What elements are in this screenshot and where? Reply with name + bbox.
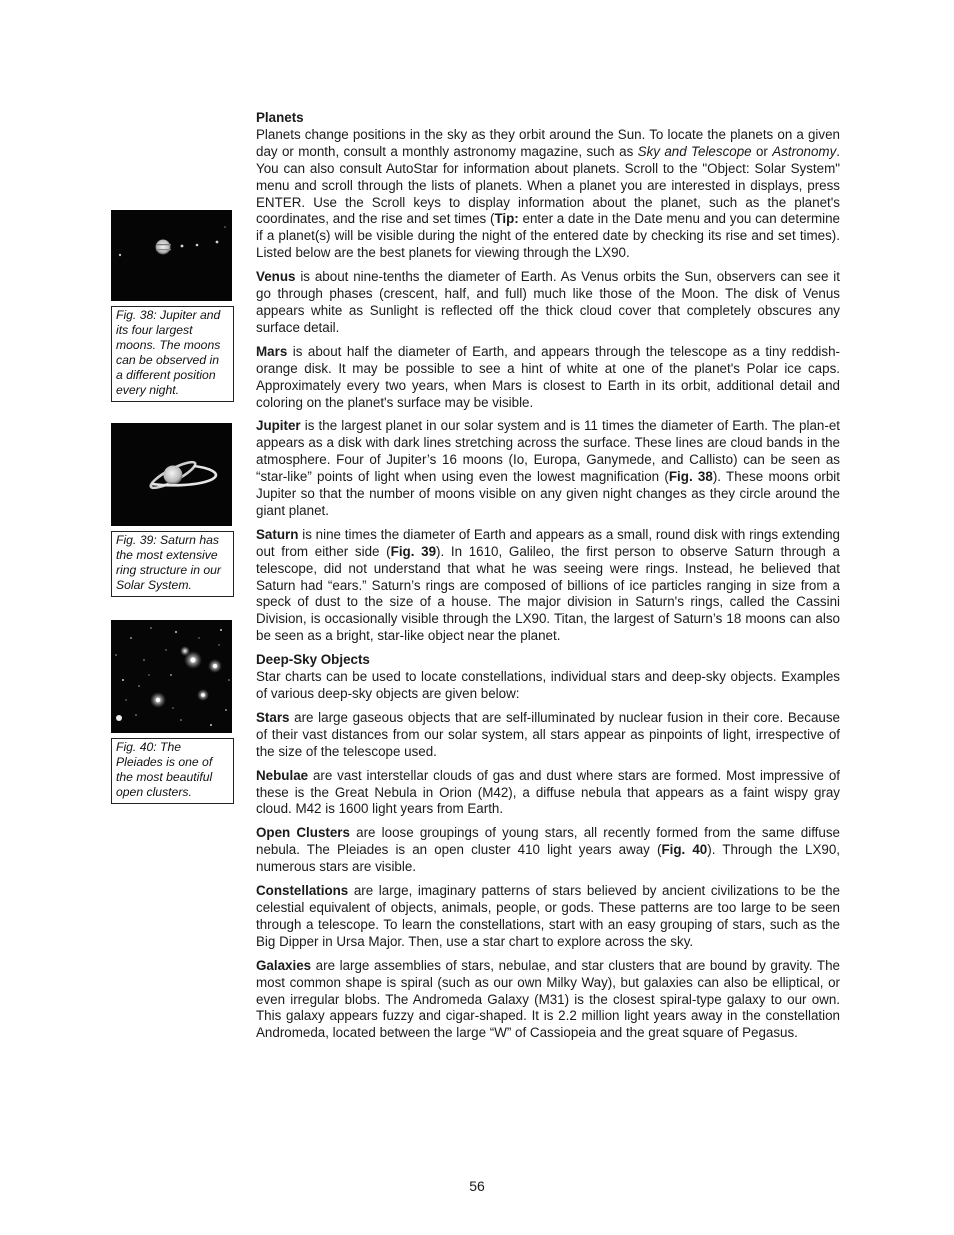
planets-paragraph: Planets change positions in the sky as they orbit around the Sun. To locate the planets on a given day or month, consult a monthly astronomy magazine, such as Sky and Telescope or Astronomy. You can also consult AutoStar for information about planets. Scroll to the "Object: Solar System" menu and scroll through the lists of planets. When a planet you are interested in displays, press ENTER. Use the Scroll keys to display information about the planet, such as the planet's coordinates, and the rise and set times (Tip: enter a date in the Date menu and you can determine if a planet(s) will be visible during the night of the entered date by checking its rise and set times). Listed below are the best planets for viewing through the LX90. (256, 126, 840, 261)
fig38-caption: Fig. 38: Jupiter and its four largest moons. The moons can be observed in a different position every night. (111, 306, 234, 402)
main-text-column (256, 110, 840, 1049)
fig38-jupiter-image (111, 210, 232, 301)
nebulae-paragraph: Nebulae are vast interstellar clouds of gas and dust where stars are formed. Most impressive of these is the Great Nebula in Orion (M42), a diffuse nebula that appears as a faint wispy gray cloud. M42 is 1600 light years from Earth. (256, 767, 840, 817)
clusters-paragraph: Open Clusters are loose groupings of young stars, all recently formed from the same diffuse nebula. The Pleiades is an open cluster 410 light years away (Fig. 40). Through the LX90, numerous stars are visible. (256, 825, 841, 875)
fig39-caption: Fig. 39: Saturn has the most extensive ring structure in our Solar System. (111, 531, 234, 597)
fig40-pleiades-image (111, 620, 232, 733)
page-number: 56 (469, 1178, 485, 1194)
constellations-paragraph: Constellations are large, imaginary patterns of stars believed by ancient civilizations to be the celestial equivalent of objects, animals, people, or gods. These patterns are too large to be seen through a telescope. To learn the constellations, start with an easy grouping of stars, such as the Big Dipper in Ursa Major. Then, use a star chart to explore across the sky. (256, 883, 840, 949)
jupiter-paragraph: Jupiter is the largest planet in our solar system and is 11 times the diameter of Earth. The plan-et appears as a disk with dark lines stretching across the surface. These lines are cloud bands in the atmosphere. Four of Jupiter’s 16 moons (Io, Europa, Ganymede, and Callisto) can be seen as “star-like” points of light when using even the lowest magnification (Fig. 38). These moons orbit Jupiter so that the number of moons visible on any given night changes as they circle around the giant planet. (256, 418, 841, 518)
planets-section (256, 110, 840, 262)
planets-heading: Planets (256, 110, 304, 125)
mars-paragraph: Mars is about half the diameter of Earth, and appears through the telescope as a tiny reddish-orange disk. It may be possible to see a hint of white at one of the planet's Polar ice caps. Approximately every two years, when Mars is closest to Earth in its orbit, additional detail and coloring on the planet's surface may be visible. (256, 343, 840, 410)
deepsky-heading: Deep-Sky Objects (256, 652, 370, 668)
venus-paragraph: Venus is about nine-tenths the diameter of Earth. As Venus orbits the Sun, observers can see it go through phases (crescent, half, and full) much like those of the Moon. The disk of Venus appears white as Sunlight is reflected off the thick cloud cover that completely obscures any surface detail. (256, 269, 840, 335)
fig39-saturn-image (111, 423, 232, 526)
galaxies-paragraph: Galaxies are large assemblies of stars, nebulae, and star clusters that are bound by gravity. The most common shape is spiral (such as our own Milky Way), but galaxies can also be elliptical, or even irregular blobs. The Andromeda Galaxy (M31) is the closest spiral-type galaxy to our own. This galaxy appears fuzzy and cigar-shaped. It is 2.2 million light years away in the constellation Andromeda, located between the large “W” of Cassiopeia and the great square of Pegasus. (256, 957, 840, 1041)
saturn-paragraph: Saturn is nine times the diameter of Earth and appears as a small, round disk with rings extending out from either side (Fig. 39). In 1610, Galileo, the first person to observe Saturn through a telescope, did not understand that what he was seeing were rings. Instead, he believed that Saturn had “ears.” Saturn’s rings are composed of billions of ice particles ranging in size from a speck of dust to the size of a house. The major division in Saturn's rings, called the Cassini Division, is occasionally visible through the LX90. Titan, the largest of Saturn’s 18 moons can also be seen as a bright, star-like object near the planet. (256, 526, 840, 644)
fig40-caption: Fig. 40: The Pleiades is one of the most beautiful open clusters. (111, 738, 234, 804)
stars-paragraph: Stars are large gaseous objects that are self-illuminated by nuclear fusion in their core. Because of their vast distances from our solar system, all stars appear as pinpoints of light, irrespective of the size of the telescope used. (256, 709, 840, 759)
deepsky-paragraph: Star charts can be used to locate constellations, individual stars and deep-sky objects. Examples of various deep-sky objects are given below: (256, 669, 840, 701)
deepsky-section (256, 652, 840, 703)
